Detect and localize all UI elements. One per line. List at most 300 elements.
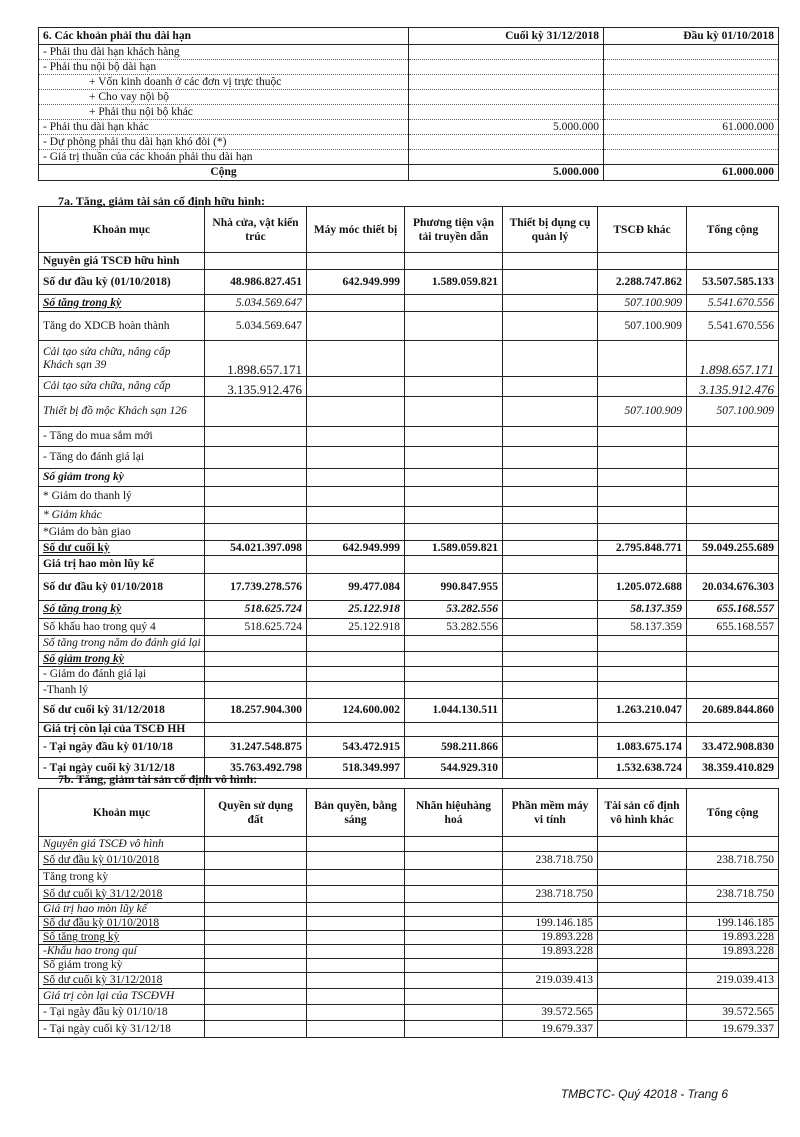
cell <box>604 90 779 105</box>
value-cell <box>205 556 307 574</box>
col-header: Máy móc thiết bị <box>307 207 405 253</box>
table-row <box>39 870 779 886</box>
row-label: - Phải thu dài hạn khác <box>39 120 409 135</box>
cell <box>409 45 604 60</box>
value-cell <box>205 945 307 959</box>
value-cell <box>503 619 598 636</box>
value-cell <box>503 397 598 427</box>
value-cell: 1.205.072.688 <box>598 574 687 601</box>
col-header: Bản quyền, bằng sáng <box>307 789 405 837</box>
row-label: Số dư cuối kỳ <box>39 541 205 556</box>
section6-title: 6. Các khoản phải thu dài hạn <box>39 28 409 45</box>
value-cell: 48.986.827.451 <box>205 270 307 295</box>
section7b-title: 7b. Tăng, giảm tài sản cố định vô hình: <box>58 772 258 786</box>
total-end: 5.000.000 <box>409 165 604 181</box>
value-cell <box>503 341 598 377</box>
value-cell <box>307 469 405 487</box>
table-row <box>39 723 779 737</box>
value-cell <box>598 682 687 699</box>
row-label: Số tăng trong năm do đánh giá lại <box>39 636 205 652</box>
row-label: Số dư đầu kỳ 01/10/2018 <box>39 852 205 870</box>
value-cell <box>405 1005 503 1021</box>
value-cell: 518.625.724 <box>205 601 307 619</box>
row-label: + Vốn kinh doanh ở các đơn vị trực thuộc <box>39 75 409 90</box>
table-row <box>39 959 779 973</box>
value-cell <box>307 487 405 507</box>
value-cell <box>503 469 598 487</box>
cell <box>604 75 779 90</box>
col-header: Tổng cộng <box>687 789 779 837</box>
value-cell <box>503 667 598 682</box>
cell: 5.000.000 <box>409 120 604 135</box>
cell <box>409 75 604 90</box>
value-cell <box>307 903 405 917</box>
value-cell <box>405 989 503 1005</box>
value-cell <box>503 447 598 469</box>
page-footer: TMBCTC- Quý 42018 - Trang 6 <box>560 1087 728 1101</box>
value-cell: 1.532.638.724 <box>598 758 687 779</box>
table-row <box>39 1021 779 1038</box>
table-row <box>39 852 779 870</box>
value-cell <box>503 870 598 886</box>
value-cell <box>205 852 307 870</box>
value-cell <box>307 837 405 852</box>
value-cell <box>405 556 503 574</box>
row-label: Số tăng trong kỳ <box>39 601 205 619</box>
value-cell <box>598 427 687 447</box>
value-cell: 5.541.670.556 <box>687 295 779 312</box>
value-cell: 19.679.337 <box>503 1021 598 1038</box>
value-cell <box>405 397 503 427</box>
value-cell <box>405 837 503 852</box>
cell: 61.000.000 <box>604 120 779 135</box>
table-row <box>39 931 779 945</box>
row-label: Số dư đầu kỳ (01/10/2018) <box>39 270 205 295</box>
row-label: *Giảm do bàn giao <box>39 524 205 541</box>
value-cell <box>503 903 598 917</box>
value-cell <box>405 723 503 737</box>
value-cell <box>307 295 405 312</box>
row-label: Số dư đầu kỳ 01/10/2018 <box>39 574 205 601</box>
value-cell <box>205 870 307 886</box>
value-cell <box>307 341 405 377</box>
value-cell <box>205 667 307 682</box>
value-cell <box>307 870 405 886</box>
table-row <box>39 469 779 487</box>
col-header: Khoản mục <box>39 789 205 837</box>
cell <box>409 150 604 165</box>
value-cell <box>598 469 687 487</box>
value-cell <box>405 852 503 870</box>
row-label: * Giảm do thanh lý <box>39 487 205 507</box>
row-label: Tăng do XDCB hoàn thành <box>39 312 205 341</box>
value-cell <box>687 469 779 487</box>
value-cell <box>687 667 779 682</box>
value-cell <box>405 959 503 973</box>
row-label: Tăng trong kỳ <box>39 870 205 886</box>
cell <box>604 105 779 120</box>
row-label: -Thanh lý <box>39 682 205 699</box>
row-label: * Giảm khác <box>39 507 205 524</box>
table-row <box>39 541 779 556</box>
value-cell: 33.472.908.830 <box>687 737 779 758</box>
cell <box>604 45 779 60</box>
value-cell: 1.589.059.821 <box>405 541 503 556</box>
row-label: + Phải thu nội bộ khác <box>39 105 409 120</box>
cell <box>409 90 604 105</box>
col-header: Tài sản cố định vô hình khác <box>598 789 687 837</box>
col-header: Nhà cửa, vật kiến trúc <box>205 207 307 253</box>
value-cell <box>503 601 598 619</box>
row-label: Số giảm trong kỳ <box>39 959 205 973</box>
value-cell <box>405 636 503 652</box>
value-cell <box>405 312 503 341</box>
value-cell: 38.359.410.829 <box>687 758 779 779</box>
value-cell: 507.100.909 <box>598 397 687 427</box>
value-cell <box>205 837 307 852</box>
value-cell <box>307 636 405 652</box>
value-cell: 58.137.359 <box>598 619 687 636</box>
value-cell <box>307 989 405 1005</box>
value-cell: 19.893.228 <box>687 945 779 959</box>
table-row <box>39 427 779 447</box>
value-cell <box>503 487 598 507</box>
value-cell: 17.739.278.576 <box>205 574 307 601</box>
value-cell: 238.718.750 <box>687 886 779 903</box>
value-cell <box>405 427 503 447</box>
value-cell <box>687 652 779 667</box>
col-header: Tổng cộng <box>687 207 779 253</box>
value-cell: 25.122.918 <box>307 601 405 619</box>
value-cell <box>598 447 687 469</box>
row-label: - Tại ngày đầu kỳ 01/10/18 <box>39 1005 205 1021</box>
value-cell <box>205 1005 307 1021</box>
value-cell <box>687 870 779 886</box>
value-cell <box>405 1021 503 1038</box>
value-cell <box>598 524 687 541</box>
value-cell <box>598 652 687 667</box>
value-cell: 20.034.676.303 <box>687 574 779 601</box>
value-cell <box>687 427 779 447</box>
row-label: - Tại ngày cuối kỳ 31/12/18 <box>39 758 205 779</box>
value-cell <box>405 447 503 469</box>
value-cell <box>307 886 405 903</box>
value-cell <box>687 959 779 973</box>
value-cell: 598.211.866 <box>405 737 503 758</box>
value-cell <box>598 341 687 377</box>
value-cell <box>405 295 503 312</box>
col-end-header: Cuối kỳ 31/12/2018 <box>409 28 604 45</box>
value-cell <box>503 377 598 397</box>
table-row <box>39 699 779 723</box>
col-header: Quyền sử dụng đất <box>205 789 307 837</box>
value-cell: 5.541.670.556 <box>687 312 779 341</box>
cell <box>604 60 779 75</box>
row-label: Số dư cuối kỳ 31/12/2018 <box>39 973 205 989</box>
value-cell <box>205 886 307 903</box>
value-cell <box>405 945 503 959</box>
value-cell: 54.021.397.098 <box>205 541 307 556</box>
value-cell: 219.039.413 <box>503 973 598 989</box>
value-cell <box>687 723 779 737</box>
value-cell <box>503 541 598 556</box>
value-cell <box>307 1005 405 1021</box>
row-label: - Phải thu dài hạn khách hàng <box>39 45 409 60</box>
total-label: Cộng <box>39 165 409 181</box>
value-cell <box>687 903 779 917</box>
value-cell <box>598 852 687 870</box>
row-label: Giá trị còn lại của TSCĐVH <box>39 989 205 1005</box>
value-cell <box>598 931 687 945</box>
long-term-receivables-table <box>38 27 779 181</box>
value-cell <box>405 931 503 945</box>
table-row <box>39 886 779 903</box>
value-cell <box>205 723 307 737</box>
value-cell: 35.763.492.798 <box>205 758 307 779</box>
row-label: Cải tạo sửa chữa, nâng cấp <box>39 377 205 397</box>
value-cell <box>405 682 503 699</box>
row-label: - Tại ngày đầu kỳ 01/10/18 <box>39 737 205 758</box>
value-cell: 99.477.084 <box>307 574 405 601</box>
table-row <box>39 1005 779 1021</box>
value-cell <box>503 837 598 852</box>
value-cell: 20.689.844.860 <box>687 699 779 723</box>
value-cell <box>405 524 503 541</box>
value-cell: 642.949.999 <box>307 541 405 556</box>
intangible-fixed-assets-table <box>38 788 779 1038</box>
value-cell: 2.795.848.771 <box>598 541 687 556</box>
value-cell <box>205 397 307 427</box>
value-cell: 642.949.999 <box>307 270 405 295</box>
table-row <box>39 397 779 427</box>
value-cell <box>205 652 307 667</box>
row-label: Số dư cuối kỳ 31/12/2018 <box>39 699 205 723</box>
value-cell <box>598 1021 687 1038</box>
value-cell <box>307 682 405 699</box>
value-cell <box>598 917 687 931</box>
value-cell: 238.718.750 <box>503 886 598 903</box>
table-row <box>39 556 779 574</box>
value-cell <box>598 903 687 917</box>
value-cell <box>598 945 687 959</box>
value-cell <box>503 989 598 1005</box>
row-label: - Phải thu nội bộ dài hạn <box>39 60 409 75</box>
row-label-line1: Cải tạo sửa chữa, nâng cấp <box>43 345 171 358</box>
row-label: -Khấu hao trong quí <box>39 945 205 959</box>
value-cell <box>503 427 598 447</box>
value-cell: 39.572.565 <box>687 1005 779 1021</box>
value-cell <box>598 507 687 524</box>
value-cell: 990.847.955 <box>405 574 503 601</box>
value-cell <box>687 507 779 524</box>
table-row <box>39 989 779 1005</box>
value-cell: 507.100.909 <box>687 397 779 427</box>
value-cell <box>598 959 687 973</box>
value-cell: 1.083.675.174 <box>598 737 687 758</box>
value-cell <box>307 507 405 524</box>
value-cell <box>205 989 307 1005</box>
value-cell: 1.044.130.511 <box>405 699 503 723</box>
section7a-title: 7a. Tăng, giảm tài sản cố định hữu hình: <box>58 194 266 208</box>
value-cell <box>598 973 687 989</box>
value-cell <box>405 667 503 682</box>
row-label: Số dư cuối kỳ 31/12/2018 <box>39 886 205 903</box>
value-cell: 507.100.909 <box>598 295 687 312</box>
value-cell <box>503 682 598 699</box>
value-cell <box>503 312 598 341</box>
table-row <box>39 507 779 524</box>
value-cell <box>503 723 598 737</box>
value-cell <box>307 917 405 931</box>
value-cell <box>307 931 405 945</box>
table-row <box>39 341 779 377</box>
value-cell <box>503 959 598 973</box>
table-row <box>39 973 779 989</box>
value-cell <box>205 1021 307 1038</box>
value-cell <box>598 377 687 397</box>
table-row <box>39 667 779 682</box>
table-row <box>39 682 779 699</box>
value-cell <box>405 253 503 270</box>
value-cell <box>598 253 687 270</box>
table-row <box>39 574 779 601</box>
table-row <box>39 837 779 852</box>
value-cell <box>503 524 598 541</box>
value-cell <box>598 723 687 737</box>
col-header: TSCĐ khác <box>598 207 687 253</box>
row-label: - Tại ngày cuối kỳ 31/12/18 <box>39 1021 205 1038</box>
value-cell: 199.146.185 <box>687 917 779 931</box>
value-cell <box>307 667 405 682</box>
value-cell <box>687 447 779 469</box>
value-cell <box>307 253 405 270</box>
value-cell <box>405 487 503 507</box>
value-cell: 655.168.557 <box>687 601 779 619</box>
value-cell: 3.135.912.476 <box>205 377 307 397</box>
value-cell <box>205 959 307 973</box>
row-label: Số tăng trong kỳ <box>39 931 205 945</box>
row-label: Giá trị còn lại của TSCĐ HH <box>39 723 205 737</box>
value-cell <box>405 870 503 886</box>
value-cell: 5.034.569.647 <box>205 295 307 312</box>
value-cell <box>503 295 598 312</box>
row-label: Nguyên giá TSCĐ vô hình <box>39 837 205 852</box>
value-cell <box>503 556 598 574</box>
row-label: Số khấu hao trong quý 4 <box>39 619 205 636</box>
value-cell <box>205 636 307 652</box>
col-header: Khoản mục <box>39 207 205 253</box>
value-cell <box>307 397 405 427</box>
value-cell <box>598 487 687 507</box>
value-cell <box>503 270 598 295</box>
value-cell <box>205 487 307 507</box>
value-cell <box>598 989 687 1005</box>
value-cell: 1.898.657.171 <box>687 341 779 377</box>
value-cell <box>205 917 307 931</box>
table-row <box>39 652 779 667</box>
value-cell <box>687 487 779 507</box>
row-label: Số dư đầu kỳ 01/10/2018 <box>39 917 205 931</box>
value-cell: 238.718.750 <box>503 852 598 870</box>
value-cell: 19.893.228 <box>503 945 598 959</box>
row-label: Giá trị hao mòn lũy kế <box>39 903 205 917</box>
value-cell <box>307 377 405 397</box>
value-cell <box>503 652 598 667</box>
value-cell <box>598 837 687 852</box>
row-label: - Tăng do đánh giá lại <box>39 447 205 469</box>
value-cell <box>503 636 598 652</box>
value-cell <box>205 253 307 270</box>
value-cell: 238.718.750 <box>687 852 779 870</box>
value-cell <box>598 556 687 574</box>
value-cell <box>307 524 405 541</box>
value-cell: 518.349.997 <box>307 758 405 779</box>
value-cell: 53.507.585.133 <box>687 270 779 295</box>
value-cell <box>503 507 598 524</box>
value-cell: 19.893.228 <box>503 931 598 945</box>
value-cell <box>687 682 779 699</box>
row-label: Số giảm trong kỳ <box>39 652 205 667</box>
row-label: Giá trị hao mòn lũy kế <box>39 556 205 574</box>
table-row <box>39 524 779 541</box>
table-row <box>39 737 779 758</box>
value-cell: 655.168.557 <box>687 619 779 636</box>
value-cell <box>307 427 405 447</box>
value-cell: 518.625.724 <box>205 619 307 636</box>
value-cell <box>405 507 503 524</box>
value-cell: 219.039.413 <box>687 973 779 989</box>
table-row <box>39 312 779 341</box>
value-cell: 19.679.337 <box>687 1021 779 1038</box>
value-cell: 2.288.747.862 <box>598 270 687 295</box>
table-row <box>39 903 779 917</box>
value-cell <box>205 973 307 989</box>
cell <box>409 105 604 120</box>
table-row <box>39 487 779 507</box>
cell <box>604 150 779 165</box>
value-cell <box>687 636 779 652</box>
value-cell: 59.049.255.689 <box>687 541 779 556</box>
value-cell <box>307 652 405 667</box>
value-cell: 25.122.918 <box>307 619 405 636</box>
value-cell <box>307 1021 405 1038</box>
value-cell: 124.600.002 <box>307 699 405 723</box>
cell <box>409 135 604 150</box>
value-cell <box>503 699 598 723</box>
row-label: Nguyên giá TSCĐ hữu hình <box>39 253 205 270</box>
value-cell: 31.247.548.875 <box>205 737 307 758</box>
value-cell <box>307 723 405 737</box>
row-label: Thiết bị đồ mộc Khách sạn 126 <box>39 397 205 427</box>
value-cell <box>307 945 405 959</box>
col-header: Thiết bị dụng cụ quản lý <box>503 207 598 253</box>
row-label: - Giảm do đánh giá lại <box>39 667 205 682</box>
value-cell: 58.137.359 <box>598 601 687 619</box>
row-label: + Cho vay nội bộ <box>39 90 409 105</box>
table-row <box>39 270 779 295</box>
table-row <box>39 253 779 270</box>
row-label-line2: Khách sạn 39 <box>43 358 107 371</box>
col-begin-header: Đầu kỳ 01/10/2018 <box>604 28 779 45</box>
cell <box>604 135 779 150</box>
table-row <box>39 636 779 652</box>
value-cell <box>405 652 503 667</box>
value-cell <box>205 524 307 541</box>
tangible-fixed-assets-table <box>38 206 779 779</box>
value-cell: 18.257.904.300 <box>205 699 307 723</box>
value-cell <box>405 886 503 903</box>
value-cell <box>405 377 503 397</box>
